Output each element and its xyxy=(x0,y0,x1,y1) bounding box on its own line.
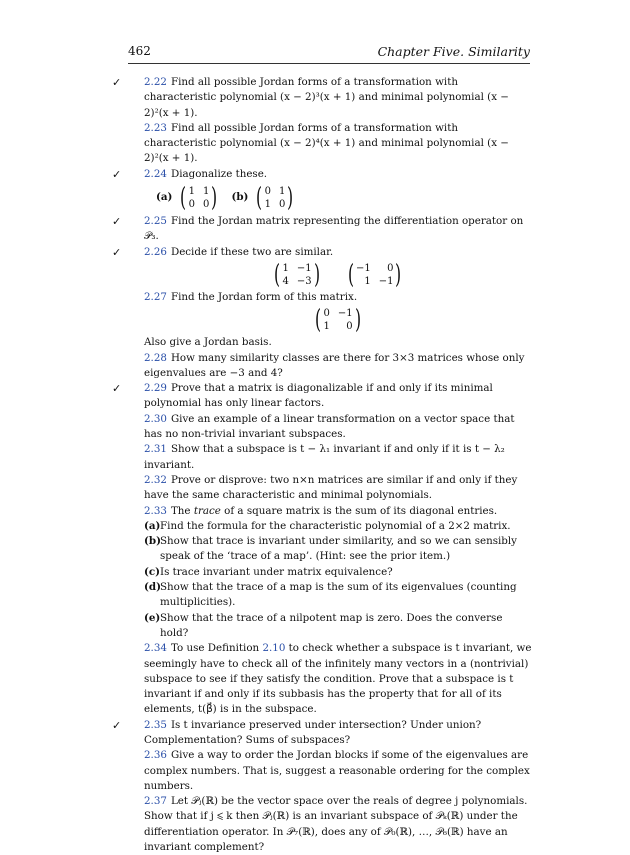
matrix-2: ( −1 0 1 −1 ) xyxy=(347,259,402,290)
exercise-2-29 xyxy=(112,381,532,412)
exercise-2-27 xyxy=(120,290,532,351)
item-label: (c) xyxy=(144,565,161,578)
exercise-text: Prove that a matrix is diagonalizable if and only if its minimal polynomial has only linear factors. xyxy=(144,382,493,410)
exercise-2-36 xyxy=(120,748,532,794)
exercise-text: Find the Jordan form of this matrix. xyxy=(170,290,358,303)
matrix-pair xyxy=(144,259,532,290)
matrix-entry: 1 xyxy=(264,199,271,211)
exercise-2-37 xyxy=(120,794,532,855)
exercise-2-22 xyxy=(112,75,532,121)
matrix-entry: 1 xyxy=(364,275,371,287)
exercise-number: 2.25 xyxy=(144,215,167,228)
sub-item-e xyxy=(144,611,532,642)
matrix-pair xyxy=(144,183,532,214)
exercise-text: of a square matrix is the sum of its diagonal entries. xyxy=(220,504,498,517)
exercise-number: 2.28 xyxy=(144,351,167,364)
matrix-entry: 1 xyxy=(282,262,289,274)
check-mark-icon: ✓ xyxy=(112,382,122,396)
matrix-a: ( 1 1 0 0 ) xyxy=(180,183,218,214)
matrix-entry: 1 xyxy=(278,186,286,198)
item-text: Is trace invariant under matrix equivalence? xyxy=(160,565,393,578)
exercise-number: 2.22 xyxy=(144,76,167,88)
matrix-row xyxy=(144,305,532,336)
definition-link[interactable]: 2.10 xyxy=(262,642,286,655)
matrix-entry: −1 xyxy=(355,262,371,274)
exercise-2-28 xyxy=(120,351,532,382)
matrix-entry: 1 xyxy=(323,321,330,333)
matrix-entry: 1 xyxy=(202,186,210,198)
sub-item-a xyxy=(144,519,532,534)
exercise-number: 2.34 xyxy=(144,642,167,655)
exercise-text: Is t invariance preserved under intersection? Under union? Complementation? Sums of subspaces? xyxy=(144,718,482,746)
matrix: ( 0 −1 1 0 ) xyxy=(315,305,361,336)
exercise-2-34 xyxy=(120,641,532,717)
matrix-entry: 0 xyxy=(202,199,210,211)
exercise-2-30 xyxy=(120,412,532,443)
item-label: (a) xyxy=(156,191,173,204)
exercise-number: 2.29 xyxy=(144,382,167,395)
exercise-number: 2.27 xyxy=(144,290,167,303)
exercise-number: 2.30 xyxy=(144,412,167,425)
item-label: (e) xyxy=(144,611,161,624)
exercise-number: 2.36 xyxy=(144,749,167,762)
item-label: (a) xyxy=(144,519,161,532)
exercise-text: to check whether a subspace is t invariant, we seemingly have to check all of the infinitely many vectors in a (nontrivial) subspace to see if they satisfy the condition. Prove that a subspace is t invariant if and only if its subbasis has the property that for all of its elements, t(β⃗) is in the subspace. xyxy=(144,642,532,716)
exercise-2-24 xyxy=(112,167,532,214)
exercise-2-32 xyxy=(120,473,532,504)
exercise-number: 2.33 xyxy=(144,504,167,517)
matrix-entry: 4 xyxy=(282,275,289,287)
sub-item-d xyxy=(144,580,532,611)
exercise-number: 2.23 xyxy=(144,121,167,134)
matrix-entry: 0 xyxy=(323,308,330,320)
exercise-text: Decide if these two are similar. xyxy=(170,245,334,258)
matrix-b: ( 0 1 1 0 ) xyxy=(256,183,294,214)
exercise-text: Let 𝒫ⱼ(ℝ) be the vector space over the reals of degree j polynomials. Show that if j ⩽ k then 𝒫ⱼ(ℝ) is an invariant subspace of 𝒫ₖ(ℝ) under the differentiation operator. In 𝒫₇(ℝ), does any of 𝒫₀(ℝ), …, 𝒫₆(ℝ) have an invariant complement? xyxy=(144,795,528,854)
exercise-number: 2.37 xyxy=(144,795,167,808)
item-label: (d) xyxy=(144,581,161,594)
matrix-entry: −3 xyxy=(296,275,312,287)
exercise-list xyxy=(112,75,532,855)
check-mark-icon: ✓ xyxy=(112,718,122,732)
item-text: Find the formula for the characteristic polynomial of a 2×2 matrix. xyxy=(160,519,511,532)
matrix-entry: −1 xyxy=(378,275,394,287)
exercise-text: Find the Jordan matrix representing the differentiation operator on 𝒫₃. xyxy=(144,215,524,243)
sub-item-b xyxy=(144,534,532,565)
item-label: (b) xyxy=(231,191,249,204)
item-text: Show that the trace of a map is the sum of its eigenvalues (counting multiplicities). xyxy=(160,581,517,609)
exercise-followup: Also give a Jordan basis. xyxy=(144,336,272,349)
header-rule xyxy=(128,63,530,64)
exercise-number: 2.32 xyxy=(144,473,167,486)
exercise-text: Show that a subspace is t − λ₁ invariant if and only if it is t − λ₂ invariant. xyxy=(144,443,505,471)
exercise-number: 2.31 xyxy=(144,443,167,456)
exercise-text: The xyxy=(170,504,194,517)
matrix-1: ( 1 −1 4 −3 ) xyxy=(274,259,320,290)
check-mark-icon: ✓ xyxy=(112,245,122,259)
exercise-2-33 xyxy=(120,504,532,642)
exercise-number: 2.35 xyxy=(144,718,167,731)
matrix-entry: 0 xyxy=(387,262,394,274)
matrix-entry: 0 xyxy=(188,199,195,211)
exercise-number: 2.26 xyxy=(144,245,167,258)
exercise-text: Prove or disprove: two n×n matrices are similar if and only if they have the same characteristic and minimal polynomials. xyxy=(144,473,518,502)
exercise-2-31 xyxy=(120,442,532,473)
matrix-entry: 0 xyxy=(278,199,286,211)
item-text: Show that trace is invariant under similarity, and so we can sensibly speak of the ‘trace of a map’. (Hint: see the prior item.) xyxy=(160,535,517,563)
exercise-2-35 xyxy=(112,718,532,749)
exercise-2-23 xyxy=(120,121,532,167)
term-trace: trace xyxy=(193,504,221,517)
exercise-text: Find all possible Jordan forms of a transformation with characteristic polynomial (x − 2)⁴(x + 1) and minimal polynomial (x − 2)²(x + 1). xyxy=(144,121,509,165)
exercise-text: How many similarity classes are there for 3×3 matrices whose only eigenvalues are −3 and 4? xyxy=(144,351,525,379)
chapter-title: Chapter Five. Similarity xyxy=(377,44,530,59)
item-text: Show that the trace of a nilpotent map is zero. Does the converse hold? xyxy=(160,611,503,639)
exercise-text: Diagonalize these. xyxy=(170,167,268,180)
page-number: 462 xyxy=(128,44,151,58)
exercise-number: 2.24 xyxy=(144,167,167,180)
check-mark-icon: ✓ xyxy=(112,167,122,181)
sub-item-c xyxy=(144,565,532,580)
matrix-entry: 0 xyxy=(346,321,353,333)
exercise-2-26 xyxy=(112,245,532,290)
matrix-entry: −1 xyxy=(337,308,353,320)
exercise-text: Find all possible Jordan forms of a transformation with characteristic polynomial (x − 2)³(x + 1) and minimal polynomial (x − 2)²(x + 1). xyxy=(144,76,509,119)
check-mark-icon: ✓ xyxy=(112,76,122,89)
check-mark-icon: ✓ xyxy=(112,215,122,229)
exercise-text: Give an example of a linear transformation on a vector space that has no non-trivial invariant subspaces. xyxy=(144,412,515,441)
matrix-entry: 0 xyxy=(264,186,271,198)
matrix-entry: −1 xyxy=(296,262,312,274)
exercise-text: Give a way to order the Jordan blocks if some of the eigenvalues are complex numbers. That is, suggest a reasonable ordering for the complex numbers. xyxy=(144,749,530,792)
item-label: (b) xyxy=(144,535,161,548)
matrix-entry: 1 xyxy=(188,186,195,198)
exercise-2-25 xyxy=(112,214,532,245)
exercise-text: To use Definition xyxy=(170,642,263,655)
